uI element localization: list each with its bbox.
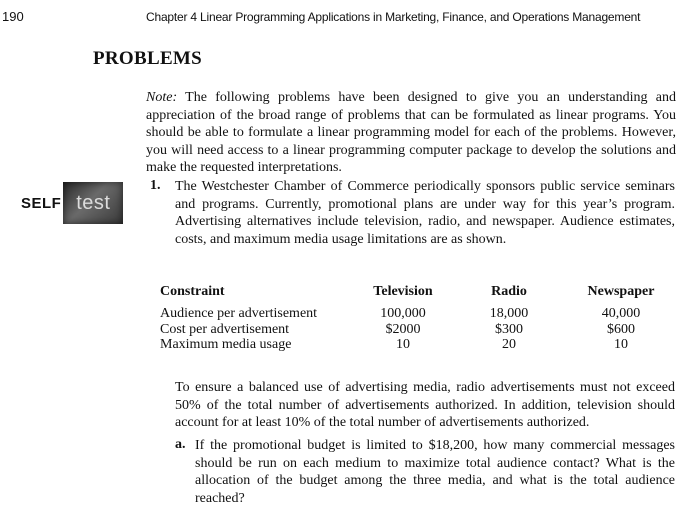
part-a-text: If the promotional budget is limited to $18,200, how many commercial messages should be run on each medium to maximize total audience contact? What is the allocation of the budget among the three media, and what is the total audience reached? <box>195 438 675 506</box>
table-cell: 20 <box>502 337 516 352</box>
table-header-cell: Radio <box>491 284 527 299</box>
table-cell: $300 <box>495 321 523 337</box>
running-head: Chapter 4 Linear Programming Applications in Marketing, Finance, and Operations Management <box>146 10 641 24</box>
table-row <box>160 306 675 322</box>
self-test-box <box>63 182 123 224</box>
problem-number: 1. <box>150 178 161 193</box>
part-a-letter: a. <box>175 437 186 452</box>
table-cell: 40,000 <box>601 306 641 321</box>
self-test-self-label: SELF <box>21 194 62 212</box>
table-cell: Cost per advertisement <box>160 321 290 337</box>
table-cell: $2000 <box>385 321 421 337</box>
note-paragraph <box>146 89 676 177</box>
table-cell: Audience per advertisement <box>160 306 318 321</box>
table-cell: 10 <box>396 337 410 352</box>
table-header-cell: Television <box>373 284 433 299</box>
page-number: 190 <box>2 9 24 24</box>
constraint-paragraph: To ensure a balanced use of advertising media, radio advertisements must not exceed 50% of the total number of advertisements authorized. In addition, television should account for at least 10% of the total number of advertisements authorized. <box>175 380 675 430</box>
self-test-badge <box>21 182 123 224</box>
table-header-row <box>160 284 675 306</box>
table-header-cell: Constraint <box>160 284 225 299</box>
table-row <box>160 322 675 338</box>
note-label: Note: <box>146 90 178 105</box>
media-table <box>160 284 675 353</box>
table-cell: $600 <box>607 321 635 337</box>
table-row <box>160 337 675 353</box>
table-cell: 100,000 <box>380 306 426 321</box>
table-cell: Maximum media usage <box>160 337 292 352</box>
section-title: PROBLEMS <box>93 48 203 69</box>
table-header-cell: Newspaper <box>587 284 655 299</box>
self-test-test-label: test <box>76 191 111 214</box>
table-cell: 18,000 <box>489 306 529 321</box>
table-cell: 10 <box>614 337 628 352</box>
problem-intro: The Westchester Chamber of Commerce periodically sponsors public service seminars and programs. Currently, promotional plans are under way for this year’s program. Advertising alternatives include television, radio, and newspaper. Audience estimates, costs, and maximum media usage limitations are as shown. <box>175 179 675 247</box>
note-text: The following problems have been designed to give you an understanding and appreciation of the broad range of problems that can be formulated as linear programs. You should be able to formulate a linear programming model for each of the problems. However, you will need access to a linear programming computer package to develop the solutions and make the requested interpretations. <box>146 90 677 175</box>
